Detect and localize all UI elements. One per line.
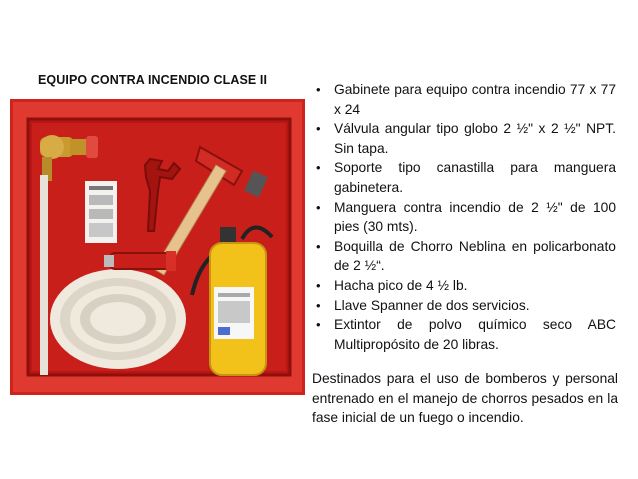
nozzle-icon	[104, 251, 176, 271]
list-item: • Gabinete para equipo contra incendio 77 x 77 x 24	[310, 80, 616, 119]
list-item: • Extintor de polvo químico seco ABC Multipropósito de 20 libras.	[310, 315, 616, 354]
list-item: • Llave Spanner de dos servicios.	[310, 296, 616, 316]
equipment-list	[310, 80, 616, 354]
list-item: • Manguera contra incendio de 2 ½" de 100 pies (30 mts).	[310, 198, 616, 237]
cabinet-photo	[10, 99, 305, 395]
slide-title: EQUIPO CONTRA INCENDIO CLASE II	[38, 73, 268, 87]
list-item: • Soporte tipo canastilla para manguera gabinetera.	[310, 158, 616, 197]
list-item: • Boquilla de Chorro Neblina en policarbonato de 2 ½“.	[310, 237, 616, 276]
list-item: • Hacha pico de 4 ½ lb.	[310, 276, 616, 296]
description-paragraph: Destinados para el uso de bomberos y personal entrenado en el manejo de chorros pesados en la fase inicial de un fuego o incendio.	[312, 371, 618, 426]
list-item: • Válvula angular tipo globo 2 ½" x 2 ½" NPT. Sin tapa.	[310, 119, 616, 158]
